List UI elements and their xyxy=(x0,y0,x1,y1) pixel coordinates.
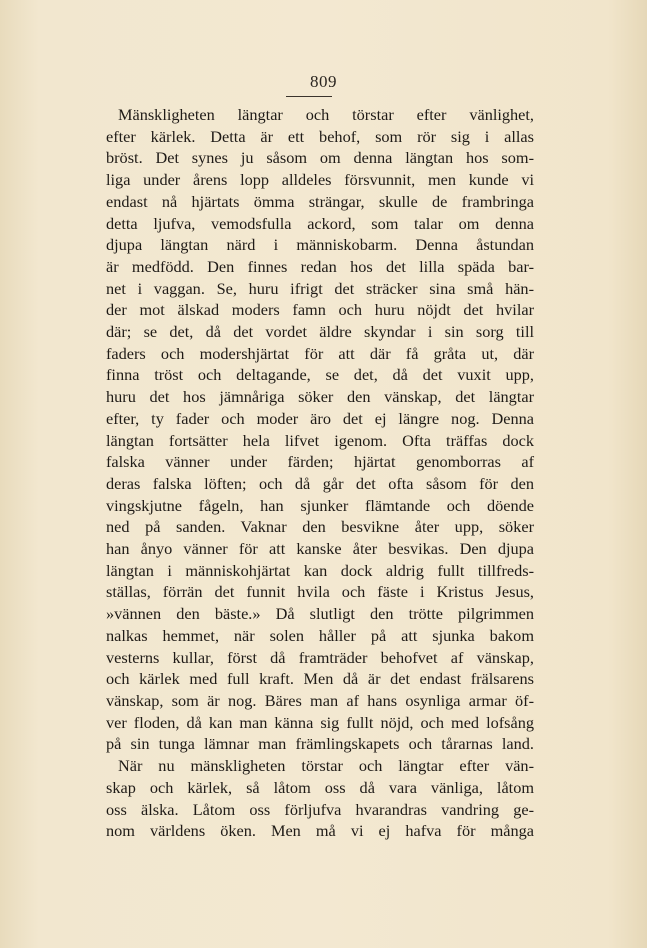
text-line: och kärlek med full kraft. Men då är det endast frälsarens xyxy=(106,669,534,689)
text-line: detta ljufva, vemodsfulla ackord, som talar om denna xyxy=(106,213,534,233)
text-line: ver floden, då kan man känna sig fullt nöjd, och med lofsång xyxy=(106,712,534,732)
text-line: nalkas hemmet, när solen håller på att sjunka bakom xyxy=(106,625,534,645)
text-line: skap och kärlek, så låtom oss då vara vänliga, låtom xyxy=(106,777,534,797)
page-number-rule xyxy=(286,96,332,97)
text-line: »vännen den bäste.» Då slutligt den trötte pilgrimmen xyxy=(106,604,534,624)
text-line: Mänskligheten längtar och törstar efter vänlighet, xyxy=(118,105,534,124)
text-line: finna tröst och deltagande, se det, då det vuxit upp, xyxy=(106,365,534,385)
text-line: på sin tunga lämnar man främlingskapets och tårarnas land. xyxy=(106,734,534,754)
text-line: oss älska. Låtom oss förljufva hvarandras vandring ge- xyxy=(106,799,534,819)
text-line: vingskjutne fågeln, han sjunker flämtande och döende xyxy=(106,495,534,515)
text-line: faders och modershjärtat för att där få gråta ut, där xyxy=(106,343,534,363)
text-line: huru det hos jämnåriga söker den vänskap, det längtar xyxy=(106,387,534,407)
page-number: 809 xyxy=(310,72,337,91)
text-line: djupa längtan närd i människobarm. Denna åstundan xyxy=(106,235,534,255)
text-line: längtan fortsätter hela lifvet igenom. Ofta träffas dock xyxy=(106,430,534,450)
body-text xyxy=(106,104,534,842)
text-line: der mot älskad moders famn och huru nöjdt det hvilar xyxy=(106,300,534,320)
text-line: efter kärlek. Detta är ett behof, som rör sig i allas xyxy=(106,126,534,146)
text-line: är medfödd. Den finnes redan hos det lilla späda bar- xyxy=(106,256,534,276)
text-line: falska vänner under färden; hjärtat genomborras af xyxy=(106,452,534,472)
text-line: vesterns kullar, först då framträder behofvet af vänskap, xyxy=(106,647,534,667)
text-line: När nu mänskligheten törstar och längtar efter vän- xyxy=(118,756,534,776)
text-line: deras falska löften; och då går det ofta såsom för den xyxy=(106,473,534,493)
text-line: efter, ty fader och moder äro det ej längre nog. Denna xyxy=(106,408,534,428)
text-line: ställas, förrän det funnit hvila och fäste i Kristus Jesus, xyxy=(106,582,534,602)
text-line: nom världens öken. Men må vi ej hafva för många xyxy=(106,821,534,841)
text-line: liga under årens lopp alldeles försvunnit, men kunde vi xyxy=(106,170,534,190)
text-line: endast nå hjärtats ömma strängar, skulle de frambringa xyxy=(106,191,534,211)
text-line: han ånyo vänner för att kanske åter besvikas. Den djupa xyxy=(106,539,534,559)
text-line: där; se det, då det vordet äldre skyndar i sin sorg till xyxy=(106,322,534,342)
text-line: bröst. Det synes ju såsom om denna längtan hos som- xyxy=(106,148,534,168)
text-line: net i vaggan. Se, huru ifrigt det sträcker sina små hän- xyxy=(106,278,534,298)
text-line: längtan i människohjärtat kan dock aldrig fullt tillfreds- xyxy=(106,560,534,580)
text-line: ned på sanden. Vaknar den besvikne åter upp, söker xyxy=(106,517,534,537)
text-line: vänskap, som är nog. Bäres man af hans osynliga armar öf- xyxy=(106,690,534,710)
